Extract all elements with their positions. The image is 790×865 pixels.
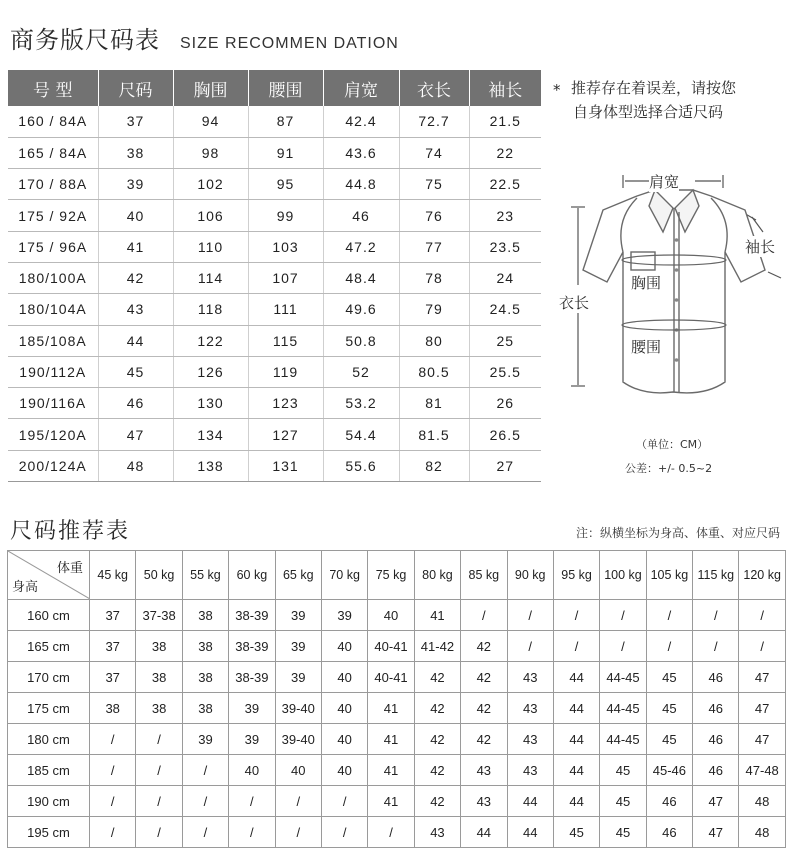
recommended-size-cell: / xyxy=(90,724,136,755)
recommended-size-cell: 45 xyxy=(600,817,646,848)
recommended-size-cell: 40 xyxy=(321,693,367,724)
recommended-size-cell: 44 xyxy=(553,662,599,693)
size-table-row xyxy=(8,325,541,356)
recommended-size-cell: 43 xyxy=(507,755,553,786)
recommended-size-cell: / xyxy=(90,786,136,817)
recommended-size-cell: 37 xyxy=(90,600,136,631)
recommended-size-cell: / xyxy=(90,755,136,786)
height-label-cell: 170 cm xyxy=(8,662,90,693)
size-cell: 102 xyxy=(173,169,248,200)
recommended-size-cell: 41 xyxy=(368,693,414,724)
weight-header-cell: 85 kg xyxy=(461,551,507,600)
size-header-cell: 尺码 xyxy=(98,70,173,106)
recommended-size-cell: 46 xyxy=(693,693,739,724)
note-star: * xyxy=(553,81,561,99)
recommended-size-cell: 43 xyxy=(507,662,553,693)
size-cell: 77 xyxy=(399,231,469,262)
recommended-size-cell: / xyxy=(182,786,228,817)
size-cell: 44 xyxy=(98,325,173,356)
recommended-size-cell: / xyxy=(693,600,739,631)
size-cell: 180/104A xyxy=(8,294,98,325)
height-label-cell: 185 cm xyxy=(8,755,90,786)
size-cell: 134 xyxy=(173,419,248,450)
size-cell: 119 xyxy=(248,356,323,387)
size-cell: 26.5 xyxy=(469,419,541,450)
recommended-size-cell: 38 xyxy=(182,600,228,631)
size-cell: 111 xyxy=(248,294,323,325)
size-cell: 74 xyxy=(399,137,469,168)
recommended-size-cell: 41 xyxy=(414,600,460,631)
size-cell: 107 xyxy=(248,262,323,293)
size-cell: 131 xyxy=(248,450,323,481)
size-table-row xyxy=(8,106,541,137)
recommended-size-cell: 43 xyxy=(414,817,460,848)
recommended-size-cell: 38-39 xyxy=(229,600,275,631)
size-table-row xyxy=(8,231,541,262)
recommended-size-cell: 47 xyxy=(739,662,785,693)
size-table-row xyxy=(8,262,541,293)
size-header-cell: 腰围 xyxy=(248,70,323,106)
size-cell: 123 xyxy=(248,388,323,419)
recommended-size-cell: 43 xyxy=(507,693,553,724)
weight-header-cell: 80 kg xyxy=(414,551,460,600)
recommended-size-cell: 46 xyxy=(693,662,739,693)
recommended-size-cell: / xyxy=(368,817,414,848)
size-cell: 80.5 xyxy=(399,356,469,387)
recommended-size-cell: 45 xyxy=(600,755,646,786)
recommended-size-cell: / xyxy=(275,786,321,817)
size-cell: 24.5 xyxy=(469,294,541,325)
recommended-size-cell: 42 xyxy=(414,662,460,693)
recommended-size-cell: 45 xyxy=(646,724,692,755)
size-cell: 22.5 xyxy=(469,169,541,200)
recommended-size-cell: 44-45 xyxy=(600,693,646,724)
recommended-size-cell: / xyxy=(600,600,646,631)
size-cell: 23 xyxy=(469,200,541,231)
recommend-table-header xyxy=(8,551,786,600)
recommended-size-cell: / xyxy=(136,817,182,848)
size-cell: 175 / 92A xyxy=(8,200,98,231)
weight-header-cell: 45 kg xyxy=(90,551,136,600)
recommended-size-cell: 45 xyxy=(553,817,599,848)
recommended-size-cell: / xyxy=(461,600,507,631)
size-table-row xyxy=(8,137,541,168)
recommend-table-row xyxy=(8,600,786,631)
size-cell: 37 xyxy=(98,106,173,137)
recommended-size-cell: 46 xyxy=(646,817,692,848)
size-cell: 44.8 xyxy=(323,169,399,200)
recommended-size-cell: 39 xyxy=(182,724,228,755)
size-cell: 200/124A xyxy=(8,450,98,481)
weight-header-cell: 55 kg xyxy=(182,551,228,600)
size-cell: 94 xyxy=(173,106,248,137)
diagram-label-length: 衣长 xyxy=(559,294,590,312)
size-chart-title-cn: 商务版尺码表 xyxy=(10,26,160,54)
recommended-size-cell: 48 xyxy=(739,817,785,848)
size-cell: 122 xyxy=(173,325,248,356)
recommended-size-cell: 41-42 xyxy=(414,631,460,662)
size-cell: 38 xyxy=(98,137,173,168)
size-cell: 23.5 xyxy=(469,231,541,262)
recommended-size-cell: / xyxy=(646,600,692,631)
size-cell: 42.4 xyxy=(323,106,399,137)
recommend-table-row xyxy=(8,662,786,693)
size-cell: 98 xyxy=(173,137,248,168)
recommend-table-row xyxy=(8,724,786,755)
recommended-size-cell: 45 xyxy=(646,662,692,693)
recommend-table-row xyxy=(8,786,786,817)
recommended-size-cell: 46 xyxy=(693,724,739,755)
recommended-size-cell: / xyxy=(136,755,182,786)
diagram-label-chest: 胸围 xyxy=(631,274,662,292)
recommend-table-row xyxy=(8,693,786,724)
recommended-size-cell: 44 xyxy=(553,724,599,755)
size-table-header xyxy=(8,70,541,106)
height-label-cell: 195 cm xyxy=(8,817,90,848)
size-cell: 41 xyxy=(98,231,173,262)
weight-header-cell: 60 kg xyxy=(229,551,275,600)
size-table-row xyxy=(8,294,541,325)
recommended-size-cell: 43 xyxy=(461,786,507,817)
height-label-cell: 160 cm xyxy=(8,600,90,631)
size-cell: 165 / 84A xyxy=(8,137,98,168)
size-cell: 43.6 xyxy=(323,137,399,168)
recommended-size-cell: 38 xyxy=(182,693,228,724)
size-cell: 42 xyxy=(98,262,173,293)
size-cell: 80 xyxy=(399,325,469,356)
size-cell: 81 xyxy=(399,388,469,419)
weight-header-cell: 75 kg xyxy=(368,551,414,600)
recommended-size-cell: 40 xyxy=(321,755,367,786)
size-cell: 49.6 xyxy=(323,294,399,325)
size-cell: 81.5 xyxy=(399,419,469,450)
recommended-size-cell: 40 xyxy=(321,662,367,693)
recommended-size-cell: 38 xyxy=(136,662,182,693)
size-cell: 180/100A xyxy=(8,262,98,293)
size-cell: 47.2 xyxy=(323,231,399,262)
height-label-cell: 190 cm xyxy=(8,786,90,817)
recommended-size-cell: / xyxy=(90,817,136,848)
diagram-label-sleeve: 袖长 xyxy=(745,238,776,256)
recommended-size-cell: 38-39 xyxy=(229,631,275,662)
size-cell: 76 xyxy=(399,200,469,231)
size-cell: 50.8 xyxy=(323,325,399,356)
recommended-size-cell: 44-45 xyxy=(600,662,646,693)
size-cell: 91 xyxy=(248,137,323,168)
recommended-size-cell: 39 xyxy=(275,662,321,693)
weight-header-cell: 120 kg xyxy=(739,551,785,600)
recommended-size-cell: 40 xyxy=(368,600,414,631)
size-table-row xyxy=(8,169,541,200)
size-header-cell: 袖长 xyxy=(469,70,541,106)
corner-weight-label: 体重 xyxy=(56,560,83,575)
size-chart-title-en: SIZE RECOMMEN DATION xyxy=(180,35,399,52)
recommended-size-cell: 40 xyxy=(321,724,367,755)
recommended-size-cell: 40 xyxy=(275,755,321,786)
note-line-2: 自身体型选择合适尺码 xyxy=(573,103,724,121)
weight-header-cell: 65 kg xyxy=(275,551,321,600)
size-table-row xyxy=(8,200,541,231)
recommended-size-cell: 39-40 xyxy=(275,724,321,755)
size-header-cell: 胸围 xyxy=(173,70,248,106)
recommended-size-cell: 37 xyxy=(90,631,136,662)
size-table-row xyxy=(8,388,541,419)
recommended-size-cell: 47 xyxy=(693,817,739,848)
recommended-size-cell: 41 xyxy=(368,724,414,755)
size-cell: 46 xyxy=(323,200,399,231)
recommended-size-cell: 37 xyxy=(90,662,136,693)
recommend-table-row xyxy=(8,817,786,848)
size-cell: 185/108A xyxy=(8,325,98,356)
size-cell: 170 / 88A xyxy=(8,169,98,200)
recommended-size-cell: 42 xyxy=(461,631,507,662)
recommended-size-cell: / xyxy=(275,817,321,848)
recommended-size-cell: / xyxy=(646,631,692,662)
recommended-size-cell: 39 xyxy=(321,600,367,631)
size-cell: 130 xyxy=(173,388,248,419)
recommended-size-cell: 38 xyxy=(90,693,136,724)
height-label-cell: 165 cm xyxy=(8,631,90,662)
recommended-size-cell: / xyxy=(553,600,599,631)
recommended-size-cell: / xyxy=(136,724,182,755)
size-header-cell: 肩宽 xyxy=(323,70,399,106)
corner-height-label: 身高 xyxy=(12,579,39,594)
size-cell: 72.7 xyxy=(399,106,469,137)
size-cell: 46 xyxy=(98,388,173,419)
height-label-cell: 175 cm xyxy=(8,693,90,724)
recommended-size-cell: 39 xyxy=(275,600,321,631)
recommend-table-title: 尺码推荐表 xyxy=(10,519,131,544)
size-header-cell: 衣长 xyxy=(399,70,469,106)
recommended-size-cell: 39-40 xyxy=(275,693,321,724)
size-cell: 190/112A xyxy=(8,356,98,387)
size-header-cell: 号 型 xyxy=(8,70,98,106)
size-table xyxy=(8,70,541,482)
size-cell: 103 xyxy=(248,231,323,262)
recommended-size-cell: / xyxy=(739,631,785,662)
recommended-size-cell: 44-45 xyxy=(600,724,646,755)
size-cell: 52 xyxy=(323,356,399,387)
recommended-size-cell: 42 xyxy=(461,724,507,755)
size-cell: 24 xyxy=(469,262,541,293)
size-cell: 79 xyxy=(399,294,469,325)
recommended-size-cell: / xyxy=(693,631,739,662)
recommended-size-cell: / xyxy=(182,755,228,786)
recommended-size-cell: 38 xyxy=(182,662,228,693)
diagram-label-waist: 腰围 xyxy=(631,338,662,356)
diagram-label-shoulder: 肩宽 xyxy=(649,173,680,191)
size-cell: 25.5 xyxy=(469,356,541,387)
size-cell: 21.5 xyxy=(469,106,541,137)
size-cell: 127 xyxy=(248,419,323,450)
recommended-size-cell: 40 xyxy=(229,755,275,786)
recommended-size-cell: 39 xyxy=(229,724,275,755)
recommended-size-cell: 45 xyxy=(600,786,646,817)
recommend-table xyxy=(7,550,786,848)
recommended-size-cell: 44 xyxy=(553,693,599,724)
size-cell: 39 xyxy=(98,169,173,200)
size-cell: 75 xyxy=(399,169,469,200)
recommended-size-cell: 44 xyxy=(507,817,553,848)
size-table-row xyxy=(8,356,541,387)
recommended-size-cell: / xyxy=(321,817,367,848)
size-cell: 25 xyxy=(469,325,541,356)
size-cell: 106 xyxy=(173,200,248,231)
size-cell: 40 xyxy=(98,200,173,231)
recommended-size-cell: / xyxy=(739,600,785,631)
size-cell: 48 xyxy=(98,450,173,481)
recommend-table-note: 注：纵横坐标为身高、体重、对应尺码 xyxy=(575,526,780,540)
recommended-size-cell: / xyxy=(507,600,553,631)
note-line-1: 推荐存在着误差，请按您 xyxy=(571,79,737,97)
recommended-size-cell: 42 xyxy=(414,693,460,724)
size-cell: 45 xyxy=(98,356,173,387)
size-cell: 175 / 96A xyxy=(8,231,98,262)
size-cell: 26 xyxy=(469,388,541,419)
recommended-size-cell: 47 xyxy=(739,693,785,724)
size-cell: 118 xyxy=(173,294,248,325)
recommended-size-cell: 44 xyxy=(553,755,599,786)
weight-header-cell: 95 kg xyxy=(553,551,599,600)
size-cell: 47 xyxy=(98,419,173,450)
recommended-size-cell: 40-41 xyxy=(368,662,414,693)
size-table-row xyxy=(8,450,541,481)
recommended-size-cell: 43 xyxy=(507,724,553,755)
size-cell: 190/116A xyxy=(8,388,98,419)
size-cell: 160 / 84A xyxy=(8,106,98,137)
size-cell: 54.4 xyxy=(323,419,399,450)
recommended-size-cell: 38-39 xyxy=(229,662,275,693)
corner-cell xyxy=(8,551,90,600)
recommended-size-cell: 47 xyxy=(693,786,739,817)
size-cell: 95 xyxy=(248,169,323,200)
recommended-size-cell: 41 xyxy=(368,786,414,817)
recommended-size-cell: 37-38 xyxy=(136,600,182,631)
size-cell: 22 xyxy=(469,137,541,168)
size-cell: 99 xyxy=(248,200,323,231)
weight-header-cell: 115 kg xyxy=(693,551,739,600)
weight-header-cell: 70 kg xyxy=(321,551,367,600)
recommended-size-cell: 42 xyxy=(461,693,507,724)
recommended-size-cell: 42 xyxy=(414,786,460,817)
recommended-size-cell: 39 xyxy=(229,693,275,724)
size-cell: 114 xyxy=(173,262,248,293)
recommended-size-cell: / xyxy=(229,786,275,817)
recommended-size-cell: 44 xyxy=(461,817,507,848)
recommended-size-cell: 40 xyxy=(321,631,367,662)
recommended-size-cell: 46 xyxy=(646,786,692,817)
recommended-size-cell: / xyxy=(507,631,553,662)
recommended-size-cell: / xyxy=(136,786,182,817)
recommended-size-cell: 44 xyxy=(553,786,599,817)
shirt-illustration xyxy=(555,160,790,420)
recommended-size-cell: / xyxy=(182,817,228,848)
size-cell: 195/120A xyxy=(8,419,98,450)
size-cell: 27 xyxy=(469,450,541,481)
recommended-size-cell: 38 xyxy=(136,693,182,724)
size-cell: 53.2 xyxy=(323,388,399,419)
recommended-size-cell: 46 xyxy=(693,755,739,786)
weight-header-cell: 50 kg xyxy=(136,551,182,600)
recommended-size-cell: 42 xyxy=(461,662,507,693)
recommended-size-cell: 39 xyxy=(275,631,321,662)
shirt-measurement-diagram xyxy=(555,160,790,420)
recommend-table-row xyxy=(8,755,786,786)
size-table-row xyxy=(8,419,541,450)
recommended-size-cell: 44 xyxy=(507,786,553,817)
size-cell: 110 xyxy=(173,231,248,262)
size-cell: 43 xyxy=(98,294,173,325)
recommended-size-cell: 45-46 xyxy=(646,755,692,786)
size-cell: 55.6 xyxy=(323,450,399,481)
recommended-size-cell: 40-41 xyxy=(368,631,414,662)
recommended-size-cell: 41 xyxy=(368,755,414,786)
recommended-size-cell: 48 xyxy=(739,786,785,817)
recommended-size-cell: / xyxy=(229,817,275,848)
height-label-cell: 180 cm xyxy=(8,724,90,755)
recommended-size-cell: 38 xyxy=(136,631,182,662)
recommended-size-cell: 47-48 xyxy=(739,755,785,786)
size-chart-title xyxy=(10,20,399,55)
recommended-size-cell: 38 xyxy=(182,631,228,662)
recommended-size-cell: 43 xyxy=(461,755,507,786)
size-cell: 126 xyxy=(173,356,248,387)
recommended-size-cell: / xyxy=(553,631,599,662)
recommended-size-cell: 42 xyxy=(414,755,460,786)
size-cell: 138 xyxy=(173,450,248,481)
recommended-size-cell: 47 xyxy=(739,724,785,755)
tolerance-label: 公差：+/- 0.5~2 xyxy=(625,462,713,475)
size-cell: 115 xyxy=(248,325,323,356)
recommend-table-row xyxy=(8,631,786,662)
recommended-size-cell: 45 xyxy=(646,693,692,724)
size-cell: 78 xyxy=(399,262,469,293)
weight-header-cell: 105 kg xyxy=(646,551,692,600)
recommended-size-cell: / xyxy=(600,631,646,662)
recommended-size-cell: / xyxy=(321,786,367,817)
size-note xyxy=(553,76,788,124)
unit-label: （单位：CM） xyxy=(636,438,709,451)
size-cell: 48.4 xyxy=(323,262,399,293)
weight-header-cell: 100 kg xyxy=(600,551,646,600)
weight-header-cell: 90 kg xyxy=(507,551,553,600)
size-cell: 82 xyxy=(399,450,469,481)
recommended-size-cell: 42 xyxy=(414,724,460,755)
size-cell: 87 xyxy=(248,106,323,137)
